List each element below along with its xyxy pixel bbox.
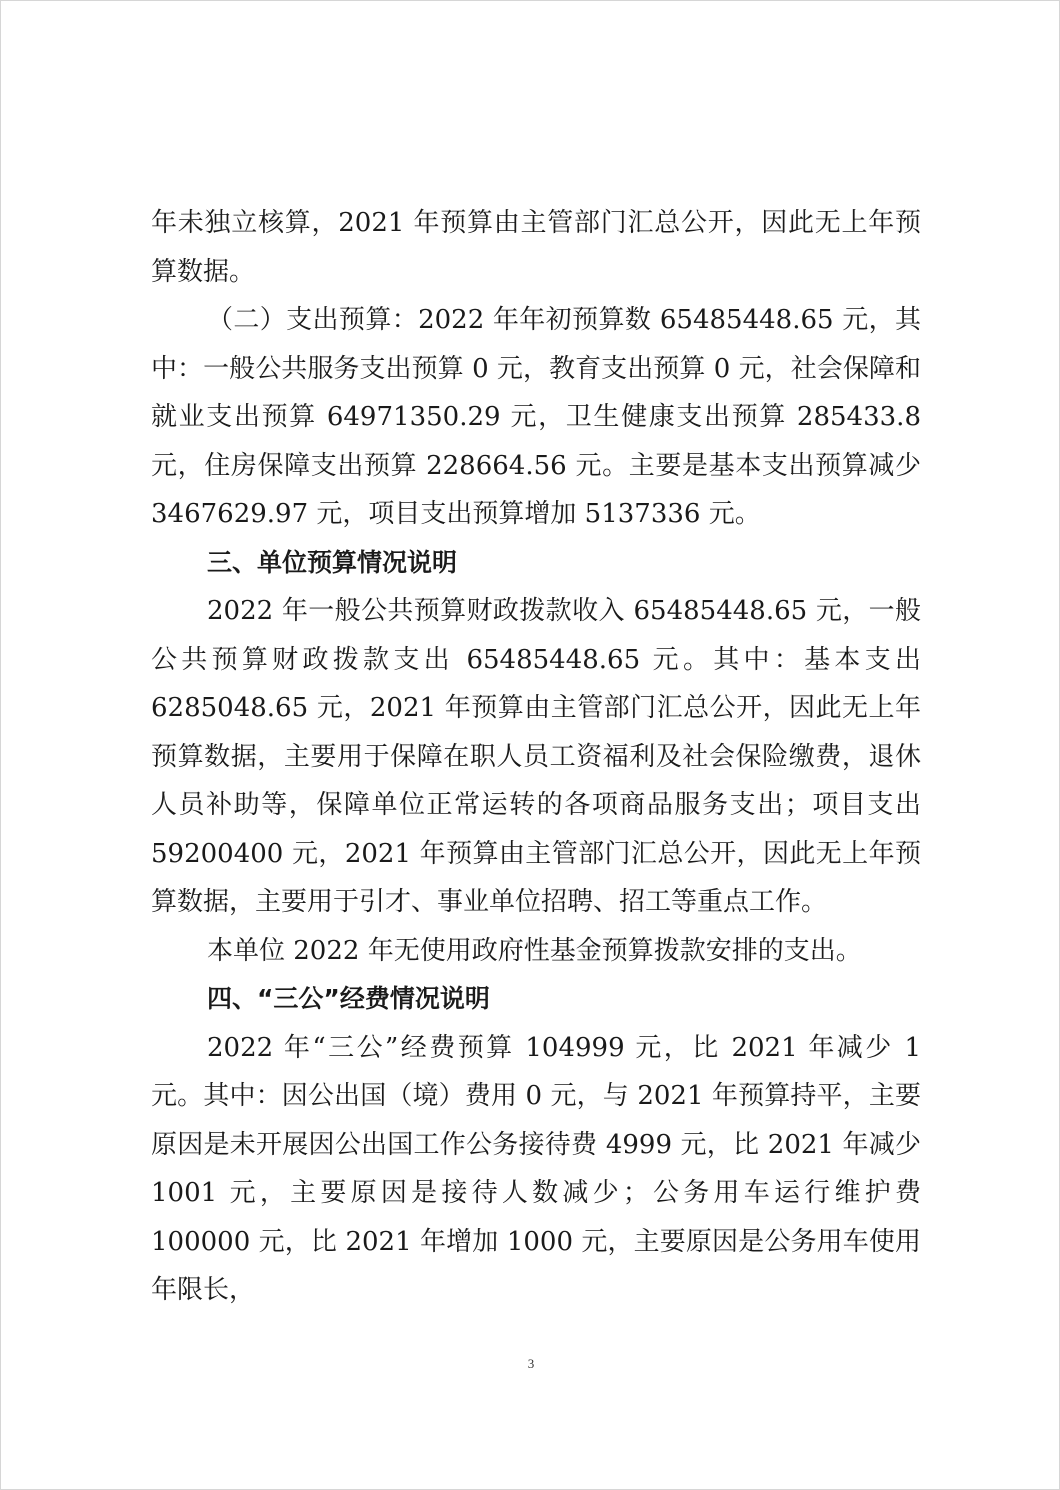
section-heading-three-public: 四、“三公”经费情况说明 (207, 984, 490, 1013)
document-body (151, 199, 921, 1315)
section-heading-unit-budget: 三、单位预算情况说明 (207, 547, 458, 577)
paragraph-continuation: 年未独立核算，2021 年预算由主管部门汇总公开，因此无上年预算数据。 (151, 208, 921, 287)
page-number: 3 (527, 1356, 535, 1371)
paragraph-expenditure-budget: （二）支出预算：2022 年年初预算数 65485448.65 元，其中：一般公共服务支出预算 0 元，教育支出预算 0 元，社会保障和就业支出预算 64971350.29 元，卫生健康支出预算 285433.8 元，住房保障支出预算 228664.56 元。主要是基本支出预算减少 3467629.97 元，项目支出预算增加 5137336 元。 (151, 305, 921, 529)
paragraph-three-public: 2022 年“三公”经费预算 104999 元，比 2021 年减少 1 元。其中：因公出国（境）费用 0 元，与 2021 年预算持平，主要原因是未开展因公出国工作公务接待费 4999 元，比 2021 年减少 1001 元，主要原因是接待人数减少；公务用车运行维护费 100000 元，比 2021 年增加 1000 元，主要原因是公务用车使用年限长， (151, 1032, 921, 1305)
paragraph-unit-budget: 2022 年一般公共预算财政拨款收入 65485448.65 元，一般公共预算财政拨款支出 65485448.65 元。其中：基本支出 6285048.65 元，2021 年预算由主管部门汇总公开，因此无上年预算数据，主要用于保障在职人员工资福利及社会保险缴费，退休人员补助等，保障单位正常运转的各项商品服务支出；项目支出 59200400 元，2021 年预算由主管部门汇总公开，因此无上年预算数据，主要用于引才、事业单位招聘、招工等重点工作。 (151, 596, 921, 917)
paragraph-government-fund: 本单位 2022 年无使用政府性基金预算拨款安排的支出。 (207, 935, 862, 966)
